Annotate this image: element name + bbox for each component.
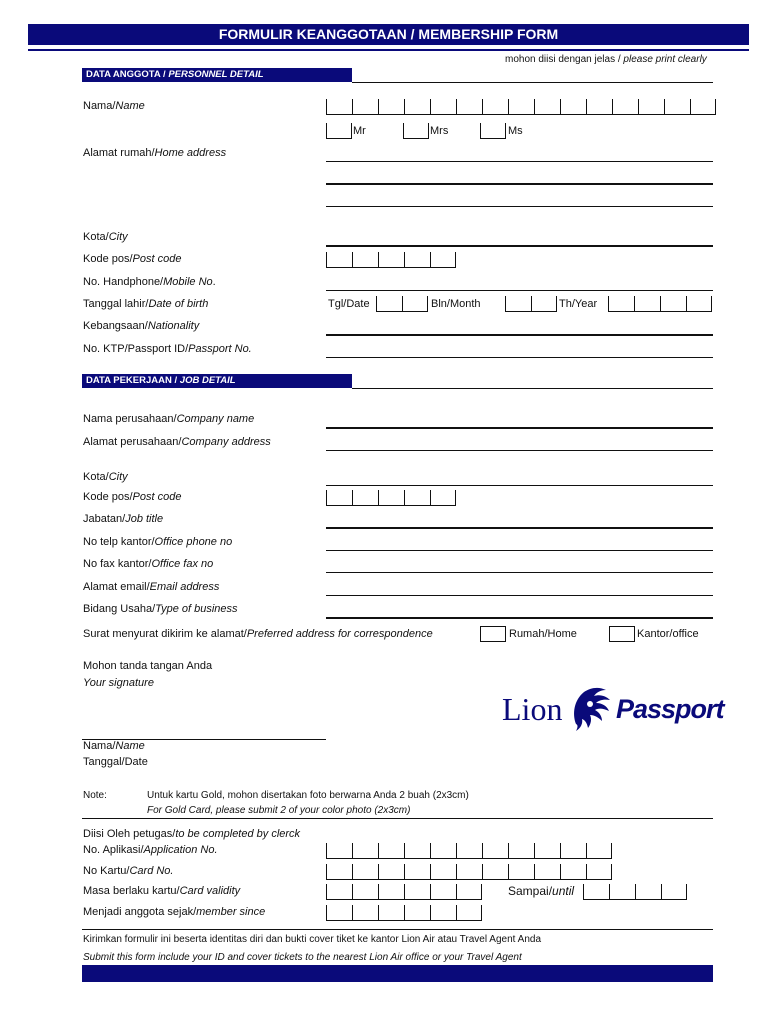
- label-business: Bidang Usaha/Type of business: [83, 603, 238, 615]
- city-line[interactable]: [326, 245, 713, 247]
- note-rule: [82, 818, 713, 819]
- label-signature-name: Nama/Name: [83, 740, 145, 752]
- label-card-validity: Masa berlaku kartu/Card validity: [83, 885, 241, 897]
- birth-month-boxes[interactable]: [505, 296, 557, 312]
- label-office-phone: No telp kantor/Office phone no: [83, 536, 233, 548]
- label-name: Nama/Name: [83, 100, 145, 112]
- until-boxes[interactable]: [583, 884, 687, 900]
- office-fax-line[interactable]: [326, 572, 713, 573]
- note-text-en: For Gold Card, please submit 2 of your color photo (2x3cm): [147, 805, 411, 816]
- label-job-title: Jabatan/Job title: [83, 513, 164, 525]
- label-signature-date: Tanggal/Date: [83, 756, 148, 768]
- company-address-line[interactable]: [326, 450, 713, 451]
- email-line[interactable]: [326, 595, 713, 596]
- form-title: FORMULIR KEANGGOTAAN / MEMBERSHIP FORM: [218, 26, 559, 42]
- job-post-code-boxes[interactable]: [326, 490, 456, 506]
- company-name-line[interactable]: [326, 427, 713, 429]
- label-post-code: Kode pos/Post code: [83, 253, 182, 265]
- home-address-line-3[interactable]: [326, 206, 713, 207]
- checkbox-mr[interactable]: [326, 123, 352, 139]
- label-mobile: No. Handphone/Mobile No.: [83, 276, 216, 288]
- birth-year-boxes[interactable]: [608, 296, 712, 312]
- member-since-boxes[interactable]: [326, 905, 482, 921]
- home-address-line-2[interactable]: [326, 183, 713, 185]
- label-job-city: Kota/City: [83, 471, 128, 483]
- checkbox-ms[interactable]: [480, 123, 506, 139]
- label-email: Alamat email/Email address: [83, 581, 220, 593]
- label-signature-id: Mohon tanda tangan Anda: [83, 660, 213, 672]
- business-line[interactable]: [326, 617, 713, 619]
- label-mr: Mr: [353, 125, 366, 137]
- note-text-id: Untuk kartu Gold, mohon disertakan foto berwarna Anda 2 buah (2x3cm): [147, 790, 469, 801]
- checkbox-office[interactable]: [609, 626, 635, 642]
- label-job-post-code: Kode pos/Post code: [83, 491, 182, 503]
- label-year: Th/Year: [559, 298, 598, 310]
- birth-date-boxes[interactable]: [376, 296, 428, 312]
- label-home-address: Alamat rumah/Home address: [83, 147, 227, 159]
- label-mrs: Mrs: [430, 125, 449, 137]
- section-job-heading: DATA PEKERJAAN / JOB DETAIL: [82, 374, 352, 388]
- section-personnel-rule: [352, 82, 713, 83]
- job-city-line[interactable]: [326, 485, 713, 486]
- mobile-line[interactable]: [326, 290, 713, 291]
- label-office: Kantor/office: [637, 628, 699, 640]
- label-signature-en: Your signature: [83, 677, 154, 689]
- form-title-bar: [28, 24, 749, 45]
- footer-text-id: Kirimkan formulir ini beserta identitas diri dan bukti cover tiket ke kantor Lion Air atau Travel Agent Anda: [83, 934, 542, 945]
- checkbox-mrs[interactable]: [403, 123, 429, 139]
- footer-bar: [82, 965, 713, 982]
- card-validity-boxes[interactable]: [326, 884, 482, 900]
- logo-word-lion: Lion: [502, 691, 563, 727]
- label-month: Bln/Month: [431, 298, 481, 310]
- label-city: Kota/City: [83, 231, 128, 243]
- label-member-since: Menjadi anggota sejak/member since: [83, 906, 266, 918]
- title-underline: [28, 49, 749, 51]
- card-no-boxes[interactable]: [326, 864, 612, 880]
- post-code-boxes[interactable]: [326, 252, 456, 268]
- label-office-use: Diisi Oleh petugas/to be completed by clerck: [83, 828, 301, 840]
- office-phone-line[interactable]: [326, 550, 713, 551]
- label-office-fax: No fax kantor/Office fax no: [83, 558, 214, 570]
- job-title-line[interactable]: [326, 527, 713, 529]
- nationality-line[interactable]: [326, 334, 713, 336]
- label-card-no: No Kartu/Card No.: [83, 865, 174, 877]
- home-address-line-1[interactable]: [326, 161, 713, 162]
- passport-line[interactable]: [326, 357, 713, 358]
- label-date: Tgl/Date: [328, 298, 370, 310]
- label-passport: No. KTP/Passport ID/Passport No.: [83, 343, 252, 355]
- lion-head-icon: [568, 684, 614, 736]
- section-job-rule: [352, 388, 713, 389]
- label-until: Sampai/until: [508, 884, 575, 898]
- label-home: Rumah/Home: [509, 628, 577, 640]
- logo-word-passport: Passport: [616, 694, 724, 724]
- label-company-name: Nama perusahaan/Company name: [83, 413, 255, 425]
- label-company-address: Alamat perusahaan/Company address: [83, 436, 271, 448]
- label-correspondence: Surat menyurat dikirim ke alamat/Preferred address for correspondence: [83, 628, 433, 640]
- print-instruction: mohon diisi dengan jelas / please print clearly: [505, 54, 707, 65]
- application-no-boxes[interactable]: [326, 843, 612, 859]
- section-personnel-heading: DATA ANGGOTA / PERSONNEL DETAIL: [82, 68, 352, 82]
- note-label: Note:: [83, 790, 107, 801]
- lion-passport-logo: [500, 684, 724, 736]
- name-boxes[interactable]: [326, 99, 716, 115]
- label-application-no: No. Aplikasi/Application No.: [83, 844, 218, 856]
- label-nationality: Kebangsaan/Nationality: [83, 320, 200, 332]
- label-birth: Tanggal lahir/Date of birth: [83, 298, 209, 310]
- label-ms: Ms: [508, 125, 523, 137]
- footer-rule: [82, 929, 713, 930]
- checkbox-home[interactable]: [480, 626, 506, 642]
- footer-text-en: Submit this form include your ID and cover tickets to the nearest Lion Air office or your Travel Agent: [83, 952, 522, 963]
